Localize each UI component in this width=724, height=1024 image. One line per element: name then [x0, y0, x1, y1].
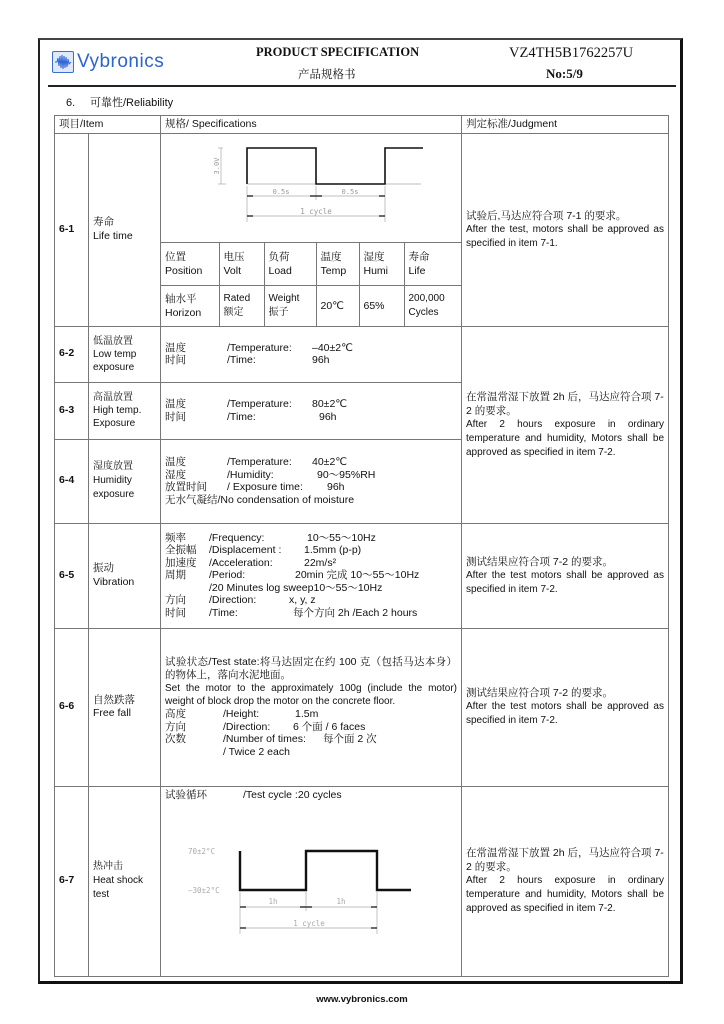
page-number: No:5/9: [546, 66, 583, 81]
item-id: 6-5: [55, 523, 89, 628]
cond-value: 200,000 Cycles: [404, 286, 461, 326]
section-number: 6.: [66, 97, 76, 109]
table-row: [55, 628, 669, 786]
spec-cell: 试验循环 /Test cycle :20 cycles 70±2°C –30±2°C 1h 1h 1 cycle: [161, 786, 462, 976]
item-id: 6-7: [55, 786, 89, 976]
header-judgment: 判定标准/Judgment: [462, 116, 669, 134]
spec-cell: [161, 134, 462, 327]
item-id: 6-4: [55, 439, 89, 523]
judgment-cell-shared: [462, 326, 669, 523]
item-name: 热冲击 Heat shock test: [89, 786, 161, 976]
spec-cell: 温度 /Temperature: –40±2℃ 时间 /Time: 96h: [161, 326, 462, 382]
item-name: 高温放置 High temp. Exposure: [89, 382, 161, 439]
spec-cell: 频率 /Frequency: 10～55～10Hz 全振幅 /Displacement : 1.5mm (p-p) 加速度 /Acceleration: 22m/s² 周期 /Period: 20min 完成 10～55～10Hz /20 Minutes log sweep10～55～10Hz 方向 /Direction: x, y, z 时间 /Time: 每个方向 2h /Each 2 hours: [161, 523, 462, 628]
judgment-cn: 试验后,马达应符合项 7-1 的要求。: [466, 209, 627, 222]
life-cycle-diagram: [161, 134, 461, 242]
voltage-label: 3.0V: [213, 157, 221, 175]
cond-value: 65%: [359, 286, 404, 326]
temperature-wave: [240, 851, 411, 890]
item-name: 低温放置 Low temp exposure: [89, 326, 161, 382]
table-row: [55, 523, 669, 628]
footer-url: www.vybronics.com: [316, 994, 408, 1005]
cond-header: 湿度 Humi: [359, 243, 404, 286]
high-duration-label: 1h: [268, 897, 278, 906]
high-temp-label: 70±2°C: [188, 847, 216, 856]
spec-cell: 温度 /Temperature: 40±2℃ 湿度 /Humidity: 90～95%RH 放置时间 / Exposure time: 96h 无水气凝结/No condensation of moisture: [161, 439, 462, 523]
spec-cell: 试验状态/Test state:将马达固定在约 100 克（包括马达本身）的物体上，落向水泥地面。 Set the motor to the approximately 100g (include the motor) weight of block drop the motor on the concrete floor. 高度 /Height: 1.5m 方向 /Direction: 6 个面 / 6 faces 次数 /Number of times: 每个面 2 次 / Twice 2 each: [161, 628, 462, 786]
cond-header: 寿命 Life: [404, 243, 461, 286]
cond-header: 电压 Volt: [219, 243, 264, 286]
cond-header: 负荷 Load: [264, 243, 316, 286]
header-item: 项目/Item: [55, 116, 161, 134]
item-name-cn: 寿命: [93, 216, 114, 229]
item-id: 6-1: [55, 134, 89, 327]
logo-text: Vybronics: [77, 51, 165, 72]
table-row: [55, 134, 669, 327]
item-id: 6-6: [55, 628, 89, 786]
item-name: 振动 Vibration: [89, 523, 161, 628]
item-name: [89, 134, 161, 327]
item-name-en: Life time: [93, 229, 133, 242]
judgment-cn: 在常温常湿下放置 2h 后，马达应符合项 7-2 的要求。: [466, 390, 664, 417]
cond-header: 位置 Position: [161, 243, 219, 286]
conditions-header: [161, 243, 461, 286]
judgment-cell: [462, 134, 669, 327]
table-row: [55, 326, 669, 382]
cond-value: 20℃: [316, 286, 359, 326]
heat-shock-diagram: [161, 801, 461, 971]
item-name: 自然跌落 Free fall: [89, 628, 161, 786]
section-heading: [66, 94, 173, 110]
cycle-label: 1 cycle: [293, 919, 325, 928]
judgment-en: After the test, motors shall be approved as specified in item 7-1.: [466, 223, 664, 249]
header-divider: [48, 85, 676, 87]
square-wave: [247, 148, 423, 184]
doc-title-en: PRODUCT SPECIFICATION: [256, 45, 420, 59]
item-id: 6-3: [55, 382, 89, 439]
off-time-label: 0.5s: [341, 188, 359, 196]
section-title: 可靠性/Reliability: [90, 97, 174, 109]
table-header-row: [55, 116, 669, 134]
life-test-conditions: [161, 242, 461, 326]
judgment-cell: 在常温常湿下放置 2h 后，马达应符合项 7-2 的要求。 After 2 hours exposure in ordinary temperature and humidity, Motors shall be approved as specified in item 7-2.: [462, 786, 669, 976]
table-row: [55, 786, 669, 976]
cycle-label: 1 cycle: [300, 207, 332, 216]
item-name: 湿度放置 Humidity exposure: [89, 439, 161, 523]
vybronics-logo: [52, 48, 187, 76]
low-temp-label: –30±2°C: [188, 886, 220, 895]
doc-number: VZ4TH5B1762257U: [509, 45, 634, 61]
doc-title-cn: 产品规格书: [298, 69, 356, 81]
low-duration-label: 1h: [336, 897, 346, 906]
logo-wave-icon: [52, 51, 74, 73]
judgment-cell: 测试结果应符合项 7-2 的要求。 After the test motors shall be approved as specified in item 7-2.: [462, 523, 669, 628]
judgment-en: After 2 hours exposure in ordinary temperature and humidity, Motors shall be approved as specified in item 7-2.: [466, 418, 664, 458]
judgment-cell: 测试结果应符合项 7-2 的要求。 After the test motors shall be approved as specified in item 7-2.: [462, 628, 669, 786]
cond-header: 温度 Temp: [316, 243, 359, 286]
cond-value: Weight 振子: [264, 286, 316, 326]
header-spec: 规格/ Specifications: [161, 116, 462, 134]
on-time-label: 0.5s: [272, 188, 290, 196]
item-id: 6-2: [55, 326, 89, 382]
reliability-table: [54, 115, 669, 977]
cond-value: Rated 额定: [219, 286, 264, 326]
spec-cell: 温度 /Temperature: 80±2℃ 时间 /Time: 96h: [161, 382, 462, 439]
cond-value: 轴水平 Horizon: [161, 286, 219, 326]
conditions-values: [161, 286, 461, 326]
